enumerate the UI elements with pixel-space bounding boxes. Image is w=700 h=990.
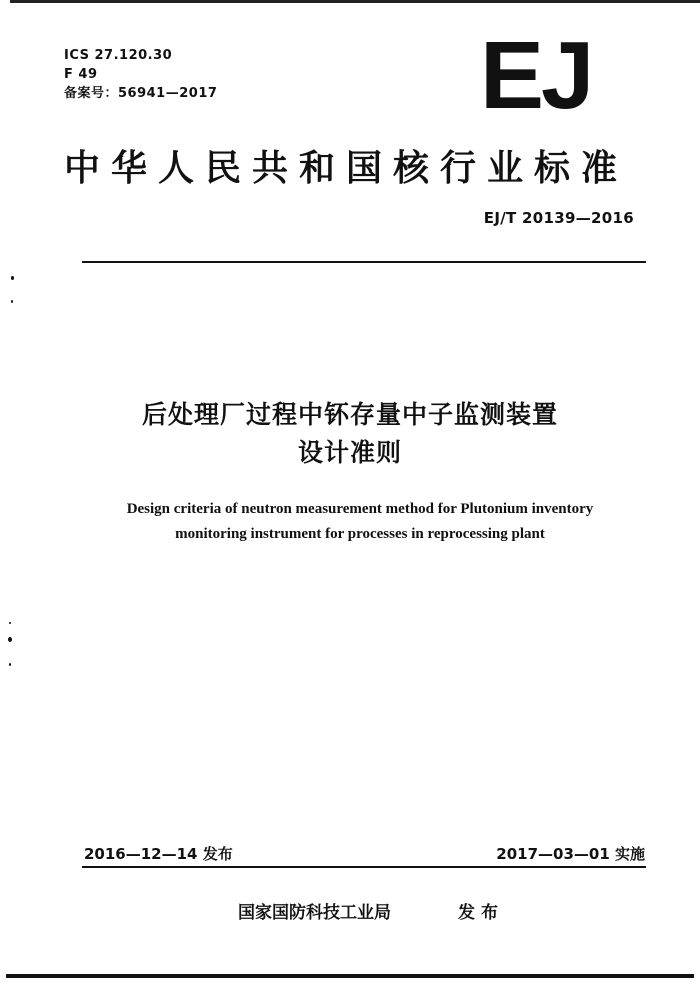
classification-code: F 49 — [64, 67, 98, 82]
filing-number: 备案号：56941—2017 — [64, 86, 218, 101]
chinese-title-line-2: 设计准则 — [297, 438, 402, 467]
divider-top — [82, 261, 646, 263]
divider-bottom — [82, 866, 646, 868]
scan-speck — [9, 663, 11, 666]
english-title-line-2: monitoring instrument for processes in reprocessing plant — [175, 526, 545, 542]
bottom-border-line — [6, 974, 694, 978]
scan-speck — [11, 276, 14, 280]
english-title-line-1: Design criteria of neutron measurement method for Plutonium inventory — [126, 501, 594, 517]
issuing-authority: 国家国防科技工业局 — [238, 903, 391, 923]
chinese-title-line-1: 后处理厂过程中钚存量中子监测装置 — [141, 400, 558, 429]
ics-code: ICS 27.120.30 — [64, 48, 173, 63]
scan-speck — [9, 622, 11, 624]
issue-label: 发布 — [458, 903, 504, 923]
scan-speck — [8, 637, 12, 642]
release-date: 2016—12—14 发布 — [84, 845, 233, 863]
effective-date: 2017—03—01 实施 — [496, 845, 645, 863]
standard-number: EJ/T 20139—2016 — [483, 209, 634, 227]
scan-speck — [11, 300, 13, 303]
standard-category-title: 中华人民共和国核行业标准 — [64, 148, 629, 189]
ej-logo: EJ — [480, 22, 592, 129]
top-border-line — [10, 0, 700, 3]
header-metadata — [64, 46, 217, 103]
